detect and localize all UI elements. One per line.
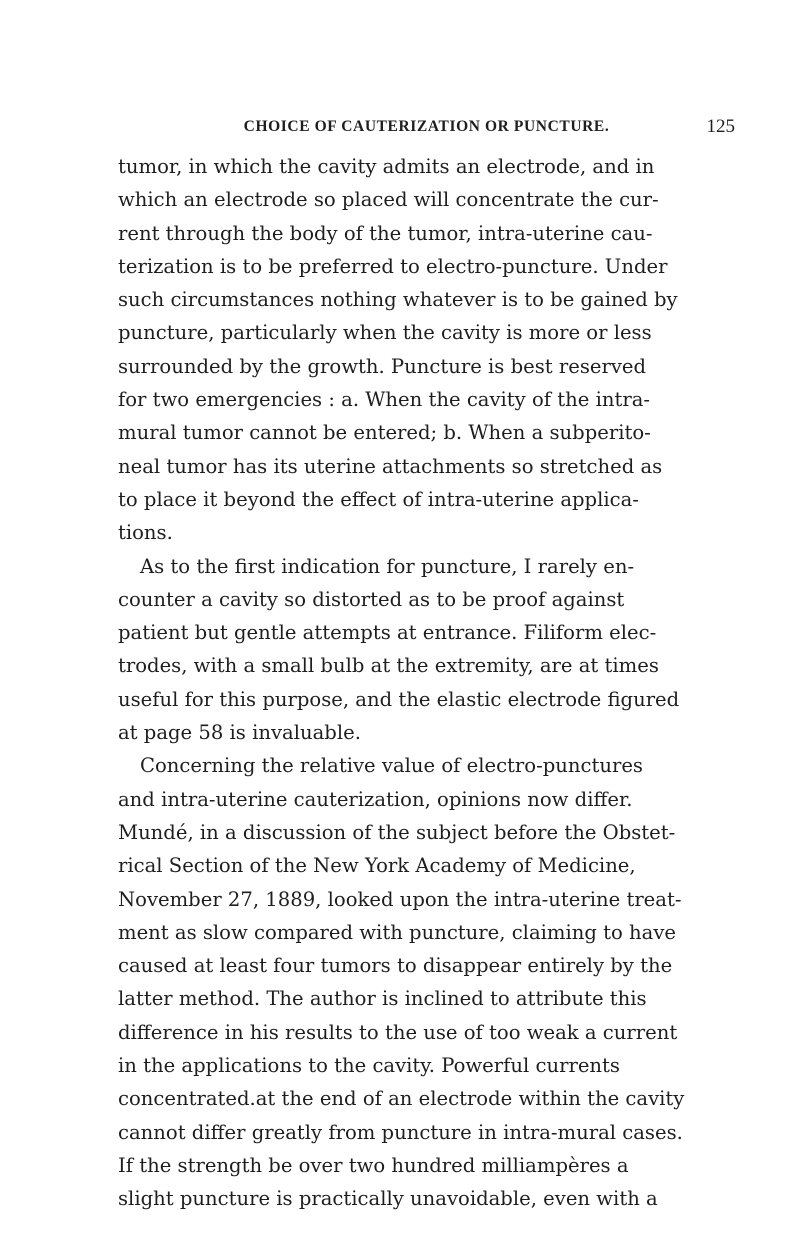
text-line: ment as slow compared with puncture, claiming to have <box>118 920 677 944</box>
text-line: difference in his results to the use of too weak a current <box>118 1020 678 1044</box>
text-line: rent through the body of the tumor, intra-uterine cau- <box>118 221 653 245</box>
text-line: tumor, in which the cavity admits an electrode, and in <box>118 155 655 178</box>
text-line: cannot differ greatly from puncture in intra-mural cases. <box>118 1120 683 1144</box>
page-number: 125 <box>706 116 735 137</box>
paragraph-start-line: As to the first indication for puncture, I rarely en- <box>140 554 635 578</box>
running-head <box>118 118 735 140</box>
text-line: tions. <box>118 521 173 545</box>
text-line: such circumstances nothing whatever is to be gained by <box>118 288 678 312</box>
text-line: neal tumor has its uterine attachments so stretched as <box>118 454 663 478</box>
text-line: and intra-uterine cauterization, opinions now differ. <box>118 787 633 811</box>
paragraph-start-line: Concerning the relative value of electro-punctures <box>140 754 643 778</box>
body-text <box>118 150 758 1216</box>
text-line: terization is to be preferred to electro-puncture. Under <box>118 254 668 278</box>
text-line: puncture, particularly when the cavity is more or less <box>118 321 652 345</box>
running-title: CHOICE OF CAUTERIZATION OR PUNCTURE. <box>243 118 610 135</box>
text-line: latter method. The author is inclined to attribute this <box>118 987 647 1011</box>
text-line: for two emergencies : a. When the cavity of the intra- <box>118 388 650 412</box>
text-line: to place it beyond the effect of intra-uterine applica- <box>118 487 639 511</box>
text-line: useful for this purpose, and the elastic electrode figured <box>118 687 680 711</box>
text-line: surrounded by the growth. Puncture is best reserved <box>118 354 647 378</box>
text-line: at page 58 is invaluable. <box>118 721 361 745</box>
text-line: Mundé, in a discussion of the subject before the Obstet- <box>118 820 676 844</box>
text-line: trodes, with a small bulb at the extremity, are at times <box>118 654 659 678</box>
text-line: mural tumor cannot be entered; b. When a subperito- <box>118 421 651 445</box>
text-line: in the applications to the cavity. Powerful currents <box>118 1054 620 1078</box>
text-line: counter a cavity so distorted as to be proof against <box>118 587 625 611</box>
text-line: November 27, 1889, looked upon the intra-uterine treat- <box>118 887 682 911</box>
text-line: caused at least four tumors to disappear entirely by the <box>118 954 673 978</box>
text-line: patient but gentle attempts at entrance. Filiform elec- <box>118 621 657 645</box>
text-line: rical Section of the New York Academy of Medicine, <box>118 854 636 878</box>
text-line: slight puncture is practically unavoidable, even with a <box>118 1187 658 1211</box>
text-line: If the strength be over two hundred milliampères a <box>118 1153 629 1177</box>
text-line: which an electrode so placed will concentrate the cur- <box>118 188 659 212</box>
text-line: concentrated.at the end of an electrode within the cavity <box>118 1087 685 1111</box>
